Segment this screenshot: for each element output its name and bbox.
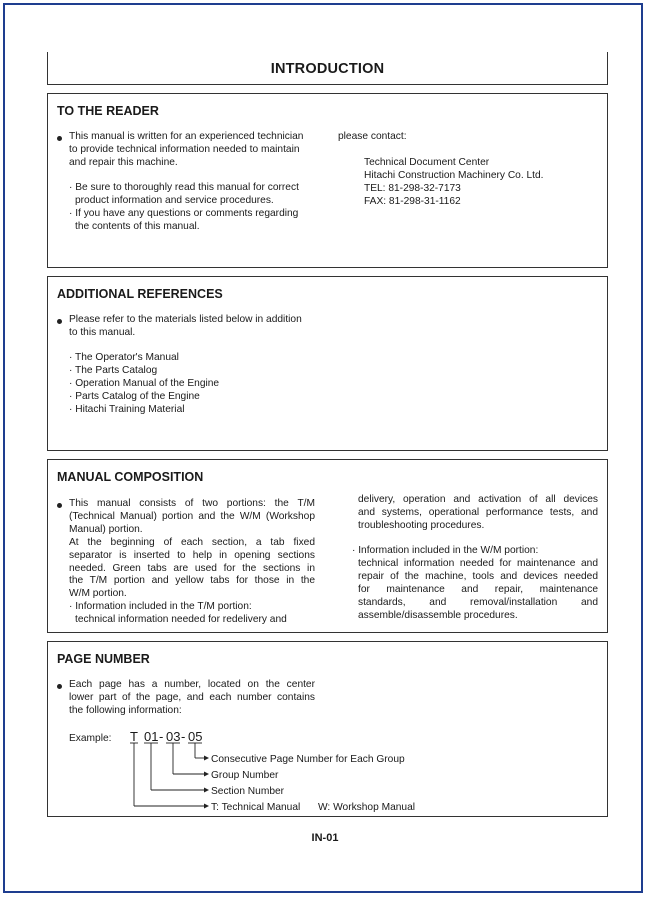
page-title: INTRODUCTION [270,61,385,77]
code-group: 03 [166,729,181,744]
section-heading: TO THE READER [57,104,159,118]
label-technical-manual: T: Technical Manual [211,802,301,813]
list-item: · The Parts Catalog [69,364,158,376]
page-number-footer: IN-01 [311,832,339,844]
bullet-icon [57,136,62,141]
section-heading: MANUAL COMPOSITION [57,470,204,484]
list-item: · Hitachi Training Material [69,403,185,415]
composition-right-column-2: · Information included in the W/M portion: technical information needed for maintenance and repair of the machine, tools and devices needed for maintenance and repair, maintenance standards, and removal/installation and assemble/disassemble procedures. [352,545,598,621]
section-additional-references [47,276,608,451]
code-sep-1: - [159,729,164,744]
label-group-number: Group Number [211,770,279,781]
label-workshop-manual: W: Workshop Manual [318,802,416,813]
references-intro: Please refer to the materials listed below in addition to this manual. [69,314,302,338]
label-consecutive-page: Consecutive Page Number for Each Group [211,754,405,765]
code-t: T [130,729,138,744]
page-number-intro: Each page has a number, located on the center lower part of the page, and each number contains the following information: [69,679,315,716]
list-item: · The Operator's Manual [69,352,179,363]
code-section: 01 [144,729,159,744]
example-label: Example: [69,733,112,744]
code-sep-2: - [181,729,186,744]
references-list [69,352,219,417]
contact-block: Technical Document Center Hitachi Construction Machinery Co. Ltd. TEL: 81-298-32-7173 FAX: 81-298-31-1162 [364,157,544,207]
list-item: · Parts Catalog of the Engine [69,390,200,402]
reader-note-1: · Be sure to thoroughly read this manual for correct product information and service procedures. [69,182,299,206]
reader-intro: This manual is written for an experienced technician to provide technical information needed to maintain and repair this machine. [69,131,304,168]
section-heading: PAGE NUMBER [57,652,150,666]
section-heading: ADDITIONAL REFERENCES [57,287,223,301]
composition-right-column-1: delivery, operation and activation of all devices and systems, operational performance tests, and troubleshooting procedures. [358,494,598,531]
page-number-diagram [48,726,608,816]
reader-note-2: · If you have any questions or comments regarding the contents of this manual. [69,208,299,232]
composition-left-column: This manual consists of two portions: the T/M (Technical Manual) portion and the W/M (Workshop Manual) portion. At the beginning of each section, a tab fixed separator is inserted to help in opening sections needed. Green tabs are used for the sections in the T/M portion and yellow tabs for those in the W/M portion. · Information included in the T/M portion: technical information needed for redelivery and [69,498,315,626]
code-page: 05 [188,729,203,744]
section-manual-composition [47,459,608,633]
page-header [47,52,608,85]
bullet-icon [57,684,62,689]
section-page-number [47,641,608,817]
bullet-icon [57,319,62,324]
bullet-icon [57,503,62,508]
section-to-the-reader [47,93,608,268]
label-section-number: Section Number [211,786,285,797]
list-item: · Operation Manual of the Engine [69,377,220,389]
contact-label: please contact: [338,131,407,142]
